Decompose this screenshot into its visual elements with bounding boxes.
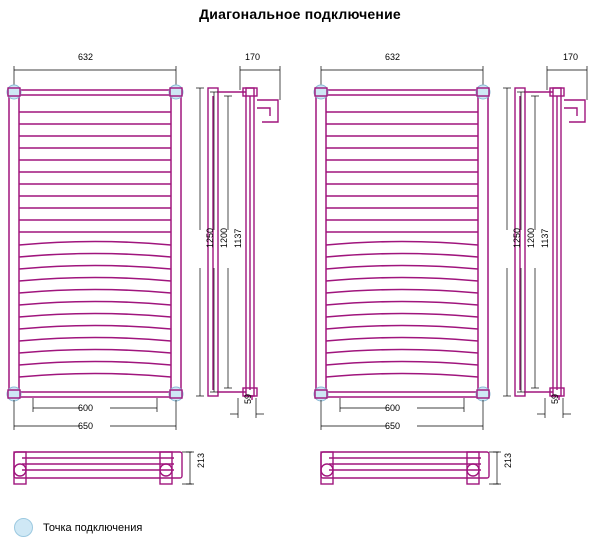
dim-line-650-left: [14, 400, 176, 430]
dim-line-632-right: [321, 66, 483, 92]
legend-label: Точка подключения: [43, 521, 143, 534]
dimension-label: 650: [78, 421, 94, 431]
dimension-label: 1200: [526, 227, 536, 248]
dimension-label: 1200: [219, 227, 229, 248]
dimension-label: 59: [243, 393, 253, 404]
dimension-label: 213: [503, 452, 513, 468]
right-top-view: [321, 452, 501, 484]
dim-line-600-left: [33, 398, 157, 412]
dimension-label: 170: [245, 52, 261, 62]
dimension-label: 600: [78, 403, 94, 413]
left-top-view: [14, 452, 194, 484]
dimension-label: 1137: [540, 228, 550, 248]
dim-line-632-left: [14, 66, 176, 92]
dimension-label: 632: [385, 52, 401, 62]
dimension-label: 170: [563, 52, 579, 62]
dimension-label: 650: [385, 421, 401, 431]
page-title: Диагональное подключение: [199, 6, 401, 22]
dimension-label: 1250: [512, 227, 522, 248]
dimension-label: 632: [78, 52, 94, 62]
legend: [14, 518, 142, 537]
dimension-label: 600: [385, 403, 401, 413]
dimension-label: 213: [196, 452, 206, 468]
dim-line-213-right: [489, 452, 501, 484]
left-front-view: [7, 66, 183, 430]
dim-line-213-left: [182, 452, 194, 484]
connection-point-circle-icon: [14, 518, 33, 537]
dimension-label: 59: [550, 393, 560, 404]
dimension-label: 1250: [205, 227, 215, 248]
dim-line-650-right: [321, 400, 483, 430]
dim-line-600-right: [340, 398, 464, 412]
right-front-view: [314, 66, 490, 430]
dimension-label: 1137: [233, 228, 243, 248]
